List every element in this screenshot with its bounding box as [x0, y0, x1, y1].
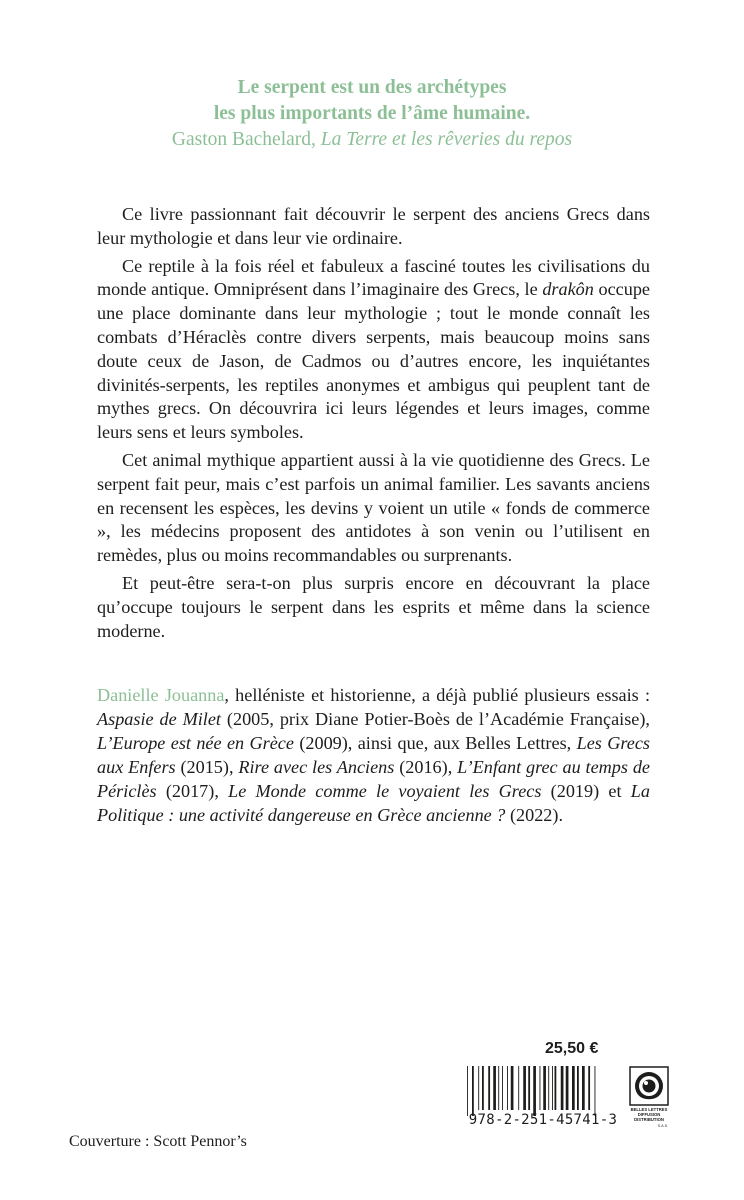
barcode-bar: [472, 1066, 474, 1116]
logo-line-3: DISTRIBUTION: [634, 1117, 664, 1122]
epigraph: [100, 75, 644, 153]
barcode-bar: [566, 1066, 569, 1110]
epigraph-work-title: La Terre et les rêveries du repos: [320, 129, 573, 150]
author-name: Danielle Jouanna: [97, 685, 225, 705]
logo-line-1: BELLES LETTRES: [630, 1107, 668, 1112]
barcode-bar: [467, 1066, 468, 1116]
epigraph-quote-line-2: les plus importants de l’âme humaine.: [213, 103, 531, 124]
bio-book-3: Les Grecs aux Enfers: [97, 733, 650, 777]
barcode-bar: [572, 1066, 575, 1110]
barcode-bar: [561, 1066, 564, 1110]
bio-text-2: (2005, prix Diane Potier-Boès de l’Académie Française),: [220, 709, 650, 729]
bio-text-1: , helléniste et historienne, a déjà publié plusieurs essais :: [224, 685, 651, 705]
barcode-bar: [498, 1066, 499, 1110]
barcode-bar: [518, 1066, 519, 1110]
epigraph-quote-line-1: Le serpent est un des archétypes: [237, 77, 507, 98]
price-label: 25,50 €: [545, 1040, 599, 1057]
blurb-paragraph-1: Ce livre passionnant fait découvrir le serpent des anciens Grecs dans leur mythologie et dans leur vie ordinaire.: [97, 204, 650, 248]
bio-text-8: (2022).: [505, 805, 563, 825]
barcode-bar: [555, 1066, 557, 1110]
blurb-p2-term: drakôn: [542, 279, 594, 300]
barcode-bar: [548, 1066, 549, 1110]
barcode-bar: [507, 1066, 508, 1110]
cover-credit: Couverture : Scott Pennor’s: [69, 1133, 247, 1150]
barcode-bar: [523, 1066, 526, 1110]
bio-book-6: Le Monde comme le voyaient les Grecs: [228, 781, 542, 801]
barcode-bars: [465, 1066, 621, 1118]
barcode-bar: [582, 1066, 585, 1110]
blurb-paragraph-2: [97, 255, 650, 445]
barcode-bar: [595, 1066, 596, 1116]
barcode-bar: [540, 1066, 541, 1110]
logo-line-2: DIFFUSION: [637, 1112, 661, 1117]
epigraph-author: Gaston Bachelard,: [171, 129, 321, 150]
bio-text-6: (2017),: [156, 781, 229, 801]
blurb: [97, 203, 650, 647]
barcode-bar: [528, 1066, 530, 1110]
publisher-logo: [629, 1066, 673, 1130]
isbn-number: 978-2-251-45741-3: [468, 1112, 618, 1128]
bio-text-4: (2015),: [175, 757, 239, 777]
bio-text-5: (2016),: [394, 757, 458, 777]
bio-book-1: Aspasie de Milet: [97, 709, 221, 729]
blurb-p2-text-b: occupe une place dominante dans leur mythologie ; tout le monde connaît les combats d’Héraclès contre divers serpents, mais beaucoup moins sans doute ceux de Jason, de Cadmos ou d’autres encore, les inquiétantes divinités-serpents, les reptiles anonymes et ambigus qui peuplent tant de mythes grecs. On découvrira ici leurs légendes et leurs images, comme leurs sens et leurs symboles.: [97, 279, 650, 443]
logo-line-4: S.A.S.: [657, 1124, 669, 1128]
blurb-paragraph-4: Et peut-être sera-t-on plus surpris encore en découvrant la place qu’occupe toujours le serpent dans les esprits et même dans la science moderne.: [97, 572, 650, 641]
barcode-bar: [493, 1066, 496, 1110]
bio-book-4: Rire avec les Anciens: [238, 757, 395, 777]
bio-text-3: (2009), ainsi que, aux Belles Lettres,: [293, 733, 577, 753]
barcode-bar: [502, 1066, 503, 1110]
barcode-bar: [488, 1066, 490, 1110]
blurb-p2-text-a: Ce reptile à la fois réel et fabuleux a fasciné toutes les civilisations du monde antique. Omniprésent dans l’imaginaire des Grecs, le: [97, 255, 650, 300]
barcode-bar: [577, 1066, 579, 1110]
bio-text-7: (2019) et: [541, 781, 631, 801]
epigraph-source: [100, 127, 644, 153]
barcode-bar: [543, 1066, 546, 1110]
bio-book-5: L’Enfant grec au temps de Périclès: [97, 757, 650, 801]
barcode-bar: [588, 1066, 590, 1110]
barcode-bar: [533, 1066, 536, 1116]
bio-book-7: La Politique : une activité dangereuse en Grèce ancienne ?: [97, 781, 650, 825]
blurb-paragraph-3: Cet animal mythique appartient aussi à la vie quotidienne des Grecs. Le serpent fait peur, mais c’est parfois un animal familier. Les savants anciens en recensent les espèces, les devins y voient un utile « fonds de commerce », les médecins proposent des antidotes à son venin ou l’utilisent en remèdes, plus ou moins recommandables ou surprenants.: [97, 449, 650, 566]
bio-book-2: L’Europe est née en Grèce: [97, 733, 294, 753]
author-bio: [97, 683, 650, 827]
barcode-bar: [552, 1066, 553, 1110]
barcode-bar: [511, 1066, 514, 1110]
barcode-bar: [482, 1066, 484, 1110]
barcode-bar: [478, 1066, 479, 1110]
